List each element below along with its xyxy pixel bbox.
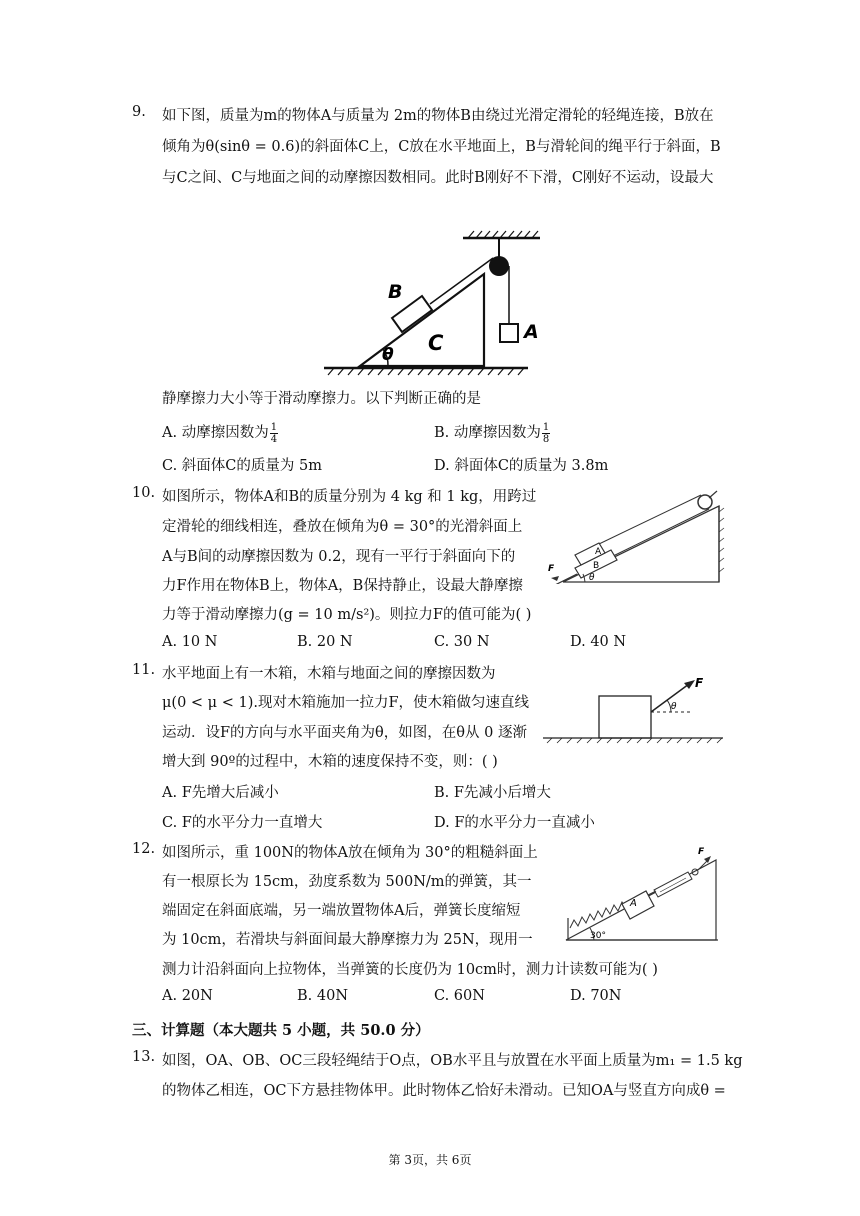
q9-line-3: 与C之间、C与地面之间的动摩擦因数相同。此时B刚好不下滑，C刚好不运动，设最大 bbox=[162, 170, 714, 186]
q13-number: 13. bbox=[132, 1049, 156, 1065]
q9-option-d: D. 斜面体C的质量为 3.8m bbox=[434, 458, 609, 474]
q12-option-b: B. 40N bbox=[297, 988, 349, 1004]
q9-line-1: 如下图，质量为m的物体A与质量为 2m的物体B由绕过光滑定滑轮的轻绳连接，B放在 bbox=[162, 108, 714, 124]
q12-line-1: 如图所示，重 100N的物体A放在倾角为 30°的粗糙斜面上 bbox=[162, 845, 538, 861]
q10-label-A: A bbox=[595, 547, 602, 557]
q9-option-b-numerator: 1 bbox=[542, 421, 550, 433]
q9-option-a-text: A. 动摩擦因数为 bbox=[162, 425, 269, 441]
q9-label-C: C bbox=[428, 331, 444, 355]
q9-option-a-fraction bbox=[270, 422, 278, 445]
q10-option-d: D. 40 N bbox=[570, 634, 627, 650]
q11-label-F: F bbox=[695, 676, 704, 690]
q9-option-b-denominator: 8 bbox=[542, 433, 550, 445]
q10-label-B: B bbox=[593, 561, 600, 571]
q11-label-theta: θ bbox=[671, 702, 677, 712]
q11-number: 11. bbox=[132, 662, 156, 678]
q12-label-A: A bbox=[630, 898, 637, 909]
q10-line-5: 力等于滑动摩擦力(g = 10 m/s²)。则拉力F的值可能为( ) bbox=[162, 607, 532, 623]
q13-line-2: 的物体乙相连，OC下方悬挂物体甲。此时物体乙恰好未滑动。已知OA与竖直方向成θ = bbox=[162, 1083, 726, 1099]
q10-option-c: C. 30 N bbox=[434, 634, 490, 650]
q10-figure bbox=[545, 482, 725, 584]
q10-option-a: A. 10 N bbox=[162, 634, 218, 650]
q11-option-d: D. F的水平分力一直减小 bbox=[434, 815, 595, 831]
q9-option-b-fraction bbox=[542, 422, 550, 445]
q10-option-b: B. 20 N bbox=[297, 634, 353, 650]
q9-figure bbox=[318, 228, 558, 378]
q12-option-c: C. 60N bbox=[434, 988, 485, 1004]
q11-option-a: A. F先增大后减小 bbox=[162, 785, 279, 801]
q11-line-3: 运动．设F的方向与水平面夹角为θ，如图，在θ从 0 逐渐 bbox=[162, 725, 527, 741]
q12-label-F: F bbox=[698, 847, 705, 857]
q12-option-d: D. 70N bbox=[570, 988, 622, 1004]
q12-line-2: 有一根原长为 15cm，劲度系数为 500N/m的弹簧，其一 bbox=[162, 874, 532, 890]
q12-line-4: 为 10cm，若滑块与斜面间最大静摩擦力为 25N，现用一 bbox=[162, 932, 533, 948]
q9-label-B: B bbox=[388, 281, 403, 303]
q11-figure bbox=[543, 672, 725, 744]
q11-option-b: B. F先减小后增大 bbox=[434, 785, 551, 801]
q10-label-F: F bbox=[548, 564, 555, 574]
q11-line-1: 水平地面上有一木箱，木箱与地面之间的摩擦因数为 bbox=[162, 666, 496, 682]
q10-line-3: A与B间的动摩擦因数为 0.2，现有一平行于斜面向下的 bbox=[162, 549, 516, 565]
q12-line-3: 端固定在斜面底端，另一端放置物体A后，弹簧长度缩短 bbox=[162, 903, 521, 919]
q10-line-4: 力F作用在物体B上，物体A，B保持静止，设最大静摩擦 bbox=[162, 578, 523, 594]
q9-line-4: 静摩擦力大小等于滑动摩擦力。以下判断正确的是 bbox=[162, 391, 481, 407]
q10-label-theta: θ bbox=[589, 573, 595, 583]
q9-option-c: C. 斜面体C的质量为 5m bbox=[162, 458, 322, 474]
q9-label-A: A bbox=[524, 321, 539, 343]
q11-line-4: 增大到 90º的过程中，木箱的速度保持不变，则：( ) bbox=[162, 754, 498, 770]
q9-option-b bbox=[434, 421, 550, 445]
q9-line-2: 倾角为θ(sinθ = 0.6)的斜面体C上，C放在水平地面上，B与滑轮间的绳平行于斜面，B bbox=[162, 139, 721, 155]
q9-option-a-denominator: 4 bbox=[270, 433, 278, 445]
q13-line-1: 如图，OA、OB、OC三段轻绳结于O点，OB水平且与放置在水平面上质量为m₁ = 1.5 kg bbox=[162, 1053, 743, 1069]
q9-option-b-text: B. 动摩擦因数为 bbox=[434, 425, 541, 441]
q10-line-1: 如图所示，物体A和B的质量分别为 4 kg 和 1 kg，用跨过 bbox=[162, 489, 537, 505]
q12-label-angle: 30° bbox=[590, 931, 606, 941]
q12-line-5: 测力计沿斜面向上拉物体，当弹簧的长度仍为 10cm时，测力计读数可能为( ) bbox=[162, 962, 658, 978]
section-heading: 三、计算题（本大题共 5 小题，共 50.0 分） bbox=[132, 1022, 430, 1039]
q12-number: 12. bbox=[132, 841, 156, 857]
page-footer: 第 3页，共 6页 bbox=[388, 1153, 472, 1167]
q11-option-c: C. F的水平分力一直增大 bbox=[162, 815, 323, 831]
q9-option-a-numerator: 1 bbox=[270, 421, 278, 433]
q11-line-2: μ(0 < μ < 1).现对木箱施加一拉力F，使木箱做匀速直线 bbox=[162, 695, 530, 711]
q9-option-a bbox=[162, 421, 278, 445]
q10-number: 10. bbox=[132, 485, 156, 501]
q12-figure bbox=[560, 840, 722, 944]
q12-option-a: A. 20N bbox=[162, 988, 213, 1004]
q9-number: 9. bbox=[132, 104, 146, 120]
q10-line-2: 定滑轮的细线相连，叠放在倾角为θ = 30°的光滑斜面上 bbox=[162, 519, 523, 535]
q9-label-theta: θ bbox=[382, 345, 394, 365]
